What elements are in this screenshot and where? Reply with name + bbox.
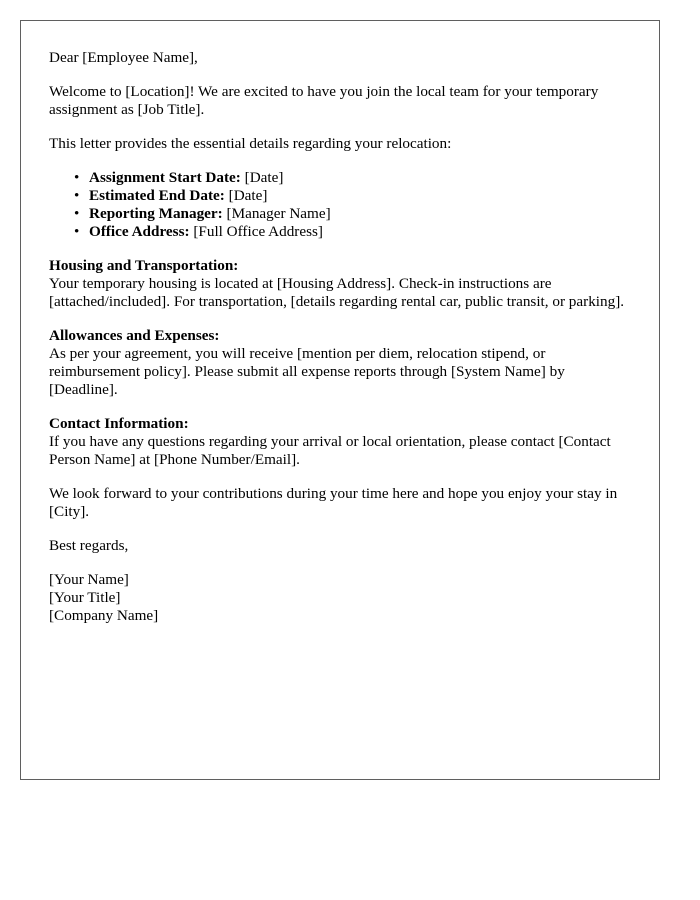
detail-label: Assignment Start Date: <box>89 169 241 186</box>
greeting: Dear [Employee Name], <box>49 49 198 66</box>
details-list <box>49 169 631 241</box>
signature-block <box>49 571 631 625</box>
detail-label: Reporting Manager: <box>89 205 223 222</box>
list-item <box>74 169 631 187</box>
bullet-icon: • <box>74 205 80 222</box>
detail-value: [Full Office Address] <box>189 223 323 240</box>
allowances-section <box>49 327 631 399</box>
detail-label: Estimated End Date: <box>89 187 225 204</box>
detail-value: [Date] <box>224 187 268 204</box>
detail-label: Office Address: <box>89 223 190 240</box>
contact-section <box>49 415 631 469</box>
housing-title: Housing and Transportation: <box>49 257 239 274</box>
allowances-title: Allowances and Expenses: <box>49 327 220 344</box>
closing-paragraph: We look forward to your contributions during your time here and hope you enjoy your stay in [City]. <box>49 485 618 520</box>
housing-section <box>49 257 631 311</box>
signature-name: [Your Name] <box>49 571 129 588</box>
signature-title: [Your Title] <box>49 589 121 606</box>
detail-value: [Manager Name] <box>222 205 331 222</box>
bullet-icon: • <box>74 223 80 240</box>
allowances-body: As per your agreement, you will receive [mention per diem, relocation stipend, or reimbursement policy]. Please submit all expense reports through [System Name] by [Deadline]. <box>49 345 565 398</box>
intro-paragraph: Welcome to [Location]! We are excited to have you join the local team for your temporary assignment as [Job Title]. <box>49 83 599 118</box>
detail-value: [Date] <box>240 169 284 186</box>
list-item <box>74 223 631 241</box>
closing: Best regards, <box>49 537 129 554</box>
list-item <box>74 205 631 223</box>
list-item <box>74 187 631 205</box>
housing-body: Your temporary housing is located at [Housing Address]. Check-in instructions are [attached/included]. For transportation, [details regarding rental car, public transit, or parking]. <box>49 275 625 310</box>
contact-title: Contact Information: <box>49 415 189 432</box>
letter-document <box>20 20 660 780</box>
contact-body: If you have any questions regarding your arrival or local orientation, please contact [Contact Person Name] at [Phone Number/Email]. <box>49 433 611 468</box>
signature-company: [Company Name] <box>49 607 159 624</box>
bullet-icon: • <box>74 187 80 204</box>
details-intro: This letter provides the essential details regarding your relocation: <box>49 135 452 152</box>
bullet-icon: • <box>74 169 80 186</box>
